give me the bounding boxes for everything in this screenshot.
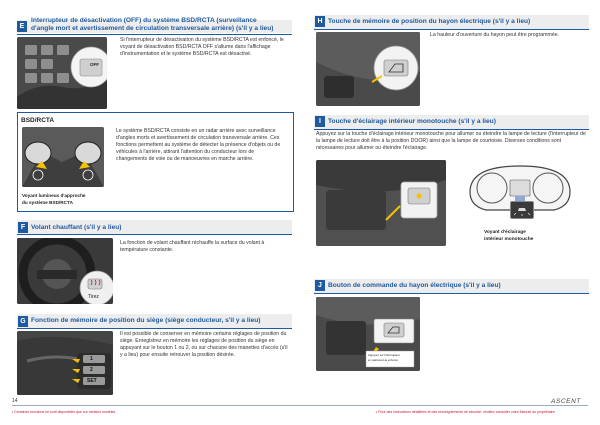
footer-rule bbox=[12, 405, 588, 406]
section-f-title: Volant chauffant (s'il y a lieu) bbox=[31, 224, 122, 231]
section-f-rule bbox=[17, 234, 292, 235]
mirror-graphic bbox=[22, 127, 104, 187]
bsd-rcta-body: Le système BSD/RCTA consiste en un radar arrière avec surveillance d'angles morts et avertissement de circulation transversale arrière. Ces fonctions permettent au système de détecter la présence d'objets ou de véhicules à l'arrière, attirant l'attention du conducteur lors de changements de voie ou de manoeuvres en marche arrière. bbox=[116, 128, 281, 162]
section-f-badge: F bbox=[18, 222, 28, 233]
cluster-indicator-illustration bbox=[462, 162, 578, 222]
bsd-off-button-label: OFF bbox=[90, 62, 99, 67]
section-e-badge: E bbox=[17, 21, 27, 32]
section-f-body: La fonction de volant chauffant réchauffe la surface du volant à température constante. bbox=[120, 240, 265, 253]
section-e-title-line2: d'angle mort et avertissement de circulation transversale arrière) (s'il y a lieu) bbox=[31, 25, 274, 32]
seat-memory-button-1: 1 bbox=[90, 356, 93, 362]
section-g-body: Il est possible de conserver en mémoire certains réglages de position du siège. Enregistrez en mémoire les réglages de position du siège en appuyant sur le bouton 1 ou 2, ou sur chacune des manettes d'accès (s'il y a lieu) pour ensuite retrouver la position désirée. bbox=[120, 331, 288, 358]
section-h-rule bbox=[314, 29, 589, 30]
section-g-rule bbox=[17, 328, 292, 329]
section-i-caption-line2: intérieur monotouche bbox=[484, 237, 534, 242]
interior-light-graphic bbox=[316, 160, 446, 246]
seat-memory-illustration bbox=[17, 331, 113, 395]
section-e-rule bbox=[17, 34, 292, 35]
section-i-rule bbox=[314, 129, 589, 130]
section-i-title: Touche d'éclairage intérieur monotouche (s'il y a lieu) bbox=[328, 118, 496, 125]
door-panel-graphic bbox=[17, 331, 113, 395]
section-e-title-line1: Interrupteur de désactivation (OFF) du système BSD/RCTA (surveillance bbox=[31, 17, 257, 24]
section-h-body: La hauteur d'ouverture du hayon peut être programmée. bbox=[430, 32, 560, 38]
liftgate-callout-line1: Appuyez sur l'interrupteur bbox=[368, 353, 400, 357]
section-g-title: Fonction de mémoire de position du siège (siège conducteur, s'il y a lieu) bbox=[31, 317, 261, 324]
section-i-badge: I bbox=[315, 116, 325, 127]
interior-light-switch-illustration bbox=[316, 160, 446, 246]
one-touch-light-indicator-icon bbox=[510, 201, 534, 219]
seat-memory-button-2: 2 bbox=[90, 367, 93, 373]
section-i-body: Appuyez sur la touche d'éclairage intérieur monotouche pour allumer ou éteindre la lampe de lecture (l'interrupteur de la lampe de lecture doit être à la position DOOR) ainsi que la lampe de courtoisie. Diverses conditions sont nécessaires pour allumer ou éteindre l'éclairage. bbox=[316, 131, 586, 151]
bsd-rcta-label: BSD/RCTA bbox=[21, 117, 55, 124]
liftgate-callout-line2: et maintenez-le enfoncé. bbox=[368, 358, 399, 362]
section-g-badge: G bbox=[18, 316, 28, 327]
liftgate-button-illustration bbox=[316, 297, 420, 371]
brand-logo: ASCENT bbox=[551, 398, 581, 405]
section-h-badge: H bbox=[315, 16, 325, 27]
section-e-body: Si l'interrupteur de désactivation du système BSD/RCTA est enfoncé, le voyant de désactivation BSD/RCTA OFF s'allume dans l'affichage d'instrumentation et le système BSD/RCTA est désactivé. bbox=[120, 37, 284, 57]
liftgate-panel-graphic bbox=[316, 32, 420, 106]
heated-wheel-pull-label: Tirez bbox=[88, 294, 99, 300]
bsd-caption-line1: Voyant lumineux d'approche bbox=[22, 193, 86, 198]
page-number: 14 bbox=[12, 398, 18, 404]
section-j-rule bbox=[314, 293, 589, 294]
steering-wheel-illustration bbox=[17, 238, 113, 304]
bsd-caption-line2: du système BSD/RCTA bbox=[22, 200, 73, 205]
section-h-title: Touche de mémoire de position du hayon électrique (s'il y a lieu) bbox=[328, 18, 531, 25]
section-i-caption-line1: Voyant d'éclairage bbox=[484, 230, 526, 235]
mirror-indicator-illustration bbox=[22, 127, 104, 187]
section-j-title: Bouton de commande du hayon électrique (s'il y a lieu) bbox=[328, 282, 501, 289]
liftgate-memory-illustration bbox=[316, 32, 420, 106]
footer-left-note: • Certaines fonctions ne sont disponibles que sur certains modèles. bbox=[12, 410, 117, 414]
bsd-switch-illustration bbox=[17, 37, 107, 109]
footer-right-note: • Pour des instructions détaillées et des renseignements de sécurité, veuillez consulter votre Manuel du propriétaire. bbox=[376, 410, 556, 414]
seat-memory-button-set: SET bbox=[87, 378, 97, 384]
section-j-badge: J bbox=[315, 280, 325, 291]
switch-panel-graphic bbox=[17, 37, 107, 109]
